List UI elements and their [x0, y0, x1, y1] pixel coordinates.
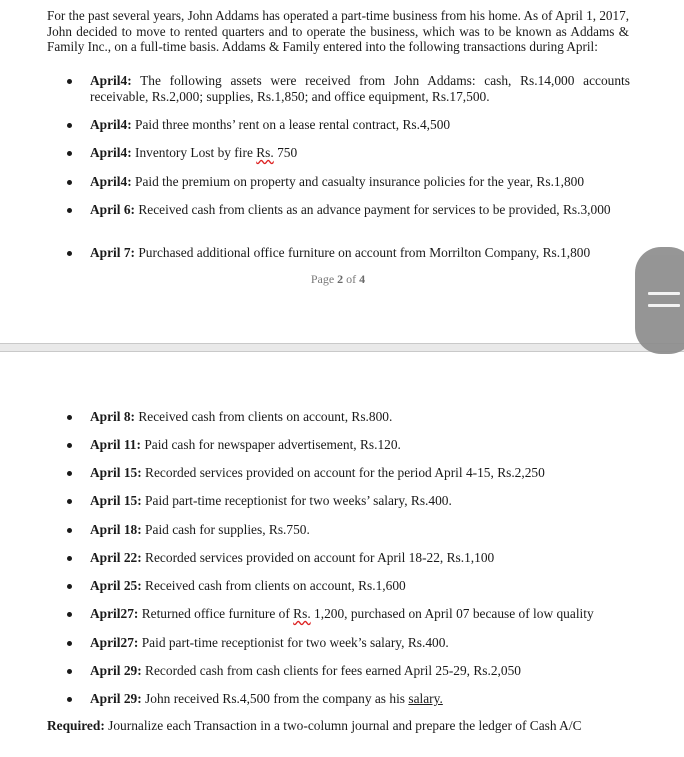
required-label: Required: — [47, 718, 105, 733]
transaction-text: Paid cash for supplies, Rs.750. — [141, 522, 310, 537]
bullet-icon — [67, 208, 72, 213]
transaction-text: Paid the premium on property and casualty insurance policies for the year, Rs.1,800 — [131, 174, 585, 189]
transaction-text: Recorded cash from cash clients for fees earned April 25-29, Rs.2,050 — [141, 663, 521, 678]
transaction-text: Received cash from clients as an advance payment for services to be provided, Rs.3,000 — [135, 202, 611, 217]
bullet-icon — [67, 697, 72, 702]
bullet-icon — [67, 612, 72, 617]
transaction-text: John received Rs.4,500 from the company as his — [141, 691, 409, 706]
transaction-text: Paid cash for newspaper advertisement, Rs.120. — [140, 437, 401, 452]
bullet-icon — [67, 471, 72, 476]
transaction-text: Received cash from clients on account, Rs.1,600 — [141, 578, 406, 593]
page-indicator-total: 4 — [359, 272, 366, 286]
transaction-date: April4: — [90, 73, 132, 88]
bullet-icon — [67, 556, 72, 561]
transaction-date: April4: — [90, 174, 132, 189]
transaction-date: April 8: — [90, 409, 136, 424]
transaction-text: Paid part-time receptionist for two week’s salary, Rs.400. — [138, 635, 449, 650]
transaction-date: April4: — [90, 117, 132, 132]
transaction-date: April 7: — [90, 245, 136, 260]
page-indicator-current: 2 — [337, 272, 344, 286]
bullet-icon — [67, 584, 72, 589]
grip-line-icon — [648, 292, 680, 295]
grip-line-icon — [648, 304, 680, 307]
transaction-date: April27: — [90, 606, 139, 621]
transaction-text: 750 — [273, 145, 298, 160]
transaction-text: Inventory Lost by fire — [131, 145, 257, 160]
spelling-flag[interactable]: Rs. — [293, 606, 311, 621]
transaction-text: Purchased additional office furniture on account from Morrilton Company, Rs.1,800 — [135, 245, 591, 260]
bullet-icon — [67, 415, 72, 420]
transaction-date: April 11: — [90, 437, 141, 452]
transaction-date: April 6: — [90, 202, 136, 217]
page-indicator-of: of — [343, 272, 360, 286]
bullet-icon — [67, 528, 72, 533]
transaction-text: Recorded services provided on account for April 18-22, Rs.1,100 — [141, 550, 495, 565]
transaction-date: April 25: — [90, 578, 142, 593]
transaction-date: April 15: — [90, 465, 142, 480]
spelling-flag[interactable]: Rs. — [256, 145, 274, 160]
intro-paragraph: For the past several years, John Addams has operated a part-time business from his home. As of April 1, 2017, John decided to move to rented quarters and to operate the business, which was to be known as Addams & Family Inc., on a full-time basis. Addams & Family entered into the following transactions during April: — [47, 8, 629, 55]
transaction-date: April 29: — [90, 691, 142, 706]
transaction-text: Recorded services provided on account for the period April 4-15, Rs.2,250 — [141, 465, 545, 480]
bullet-icon — [67, 79, 72, 84]
transaction-text: Returned office furniture of — [138, 606, 294, 621]
bullet-icon — [67, 669, 72, 674]
page-indicator-prefix: Page — [310, 272, 338, 286]
transaction-text: 1,200, purchased on April 07 because of low quality — [310, 606, 594, 621]
bullet-icon — [67, 151, 72, 156]
bullet-icon — [67, 641, 72, 646]
transaction-text: Received cash from clients on account, Rs.800. — [135, 409, 393, 424]
bullet-icon — [67, 180, 72, 185]
transaction-text: The following assets were received from John Addams: cash, Rs.14,000 accounts receivable, Rs.2,000; supplies, Rs.1,850; and office equipment, Rs.17,500. — [90, 73, 630, 104]
bullet-icon — [67, 251, 72, 256]
bullet-icon — [67, 443, 72, 448]
transaction-date: April4: — [90, 145, 132, 160]
bullet-icon — [67, 123, 72, 128]
transaction-date: April27: — [90, 635, 139, 650]
transaction-date: April 22: — [90, 550, 142, 565]
transaction-date: April 15: — [90, 493, 142, 508]
required-text: Journalize each Transaction in a two-column journal and prepare the ledger of Cash A/C — [104, 718, 582, 733]
page-break-divider — [0, 343, 684, 352]
page-indicator — [0, 272, 676, 287]
scrollbar-thumb[interactable] — [635, 247, 684, 354]
transaction-date: April 18: — [90, 522, 142, 537]
bullet-icon — [67, 499, 72, 504]
transaction-date: April 29: — [90, 663, 142, 678]
document-page-2 — [0, 0, 684, 343]
transaction-text: Paid part-time receptionist for two weeks’ salary, Rs.400. — [141, 493, 452, 508]
required-instruction — [47, 718, 647, 734]
underlined-word: salary. — [408, 691, 443, 706]
transaction-text: Paid three months’ rent on a lease rental contract, Rs.4,500 — [131, 117, 451, 132]
